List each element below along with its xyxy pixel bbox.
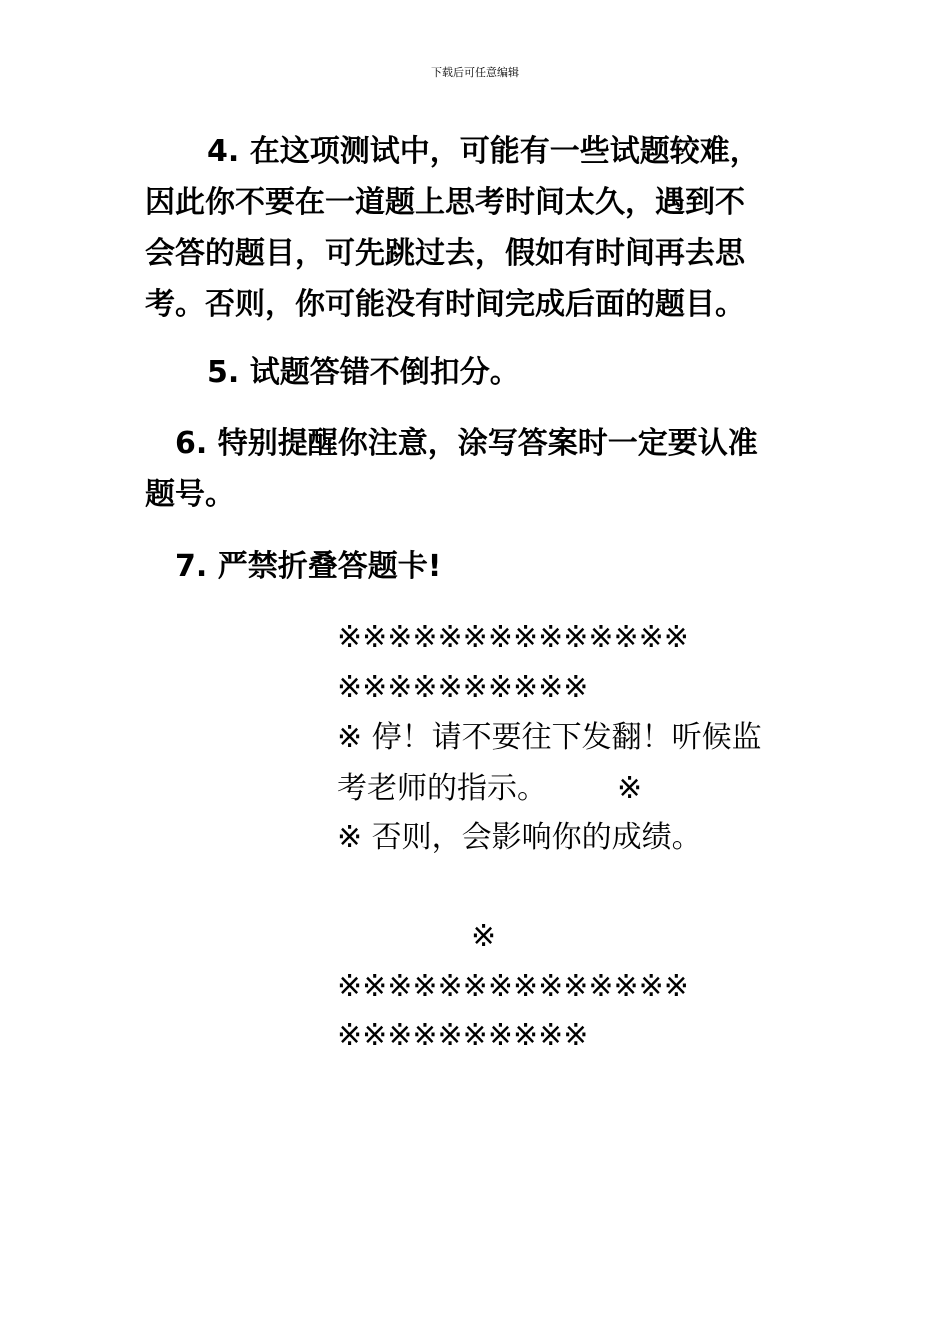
instruction-4-line-3: 会答的题目，可先跳过去，假如有时间再去思 <box>145 236 745 271</box>
instruction-6-line-2: 题号。 <box>145 477 235 512</box>
instruction-5-line-1: 5. 试题答错不倒扣分。 <box>207 355 520 390</box>
instruction-item-7 <box>145 541 795 592</box>
notice-border-bottom-1: ※※※※※※※※※※※※※※ <box>337 969 689 1004</box>
notice-line-2-mark: ※ <box>617 771 643 806</box>
notice-border-bottom-2: ※※※※※※※※※※ <box>337 1018 589 1053</box>
instruction-item-6 <box>145 418 795 520</box>
instruction-item-5 <box>145 347 795 398</box>
notice-line-2 <box>337 764 897 814</box>
notice-border-top-1: ※※※※※※※※※※※※※※ <box>337 620 689 655</box>
instruction-6-line-1: 6. 特别提醒你注意，涂写答案时一定要认准 <box>175 426 758 461</box>
instruction-4-line-1: 4. 在这项测试中，可能有一些试题较难， <box>207 134 760 169</box>
notice-line-2-text: 考老师的指示。 <box>337 771 547 806</box>
notice-line-3: ※ 否则，会影响你的成绩。 <box>337 820 702 855</box>
page-header: 下载后可任意编辑 <box>431 66 519 79</box>
instruction-7-line-1: 7. 严禁折叠答题卡! <box>175 549 442 584</box>
instruction-4-line-2: 因此你不要在一道题上思考时间太久，遇到不 <box>145 185 745 220</box>
instruction-item-4 <box>145 126 795 330</box>
instruction-4-line-4: 考。否则，你可能没有时间完成后面的题目。 <box>145 287 745 322</box>
notice-lone-mark: ※ <box>471 919 497 954</box>
notice-border-top-2: ※※※※※※※※※※ <box>337 670 589 705</box>
notice-line-1: ※ 停！请不要往下发翻！听候监 <box>337 720 762 755</box>
